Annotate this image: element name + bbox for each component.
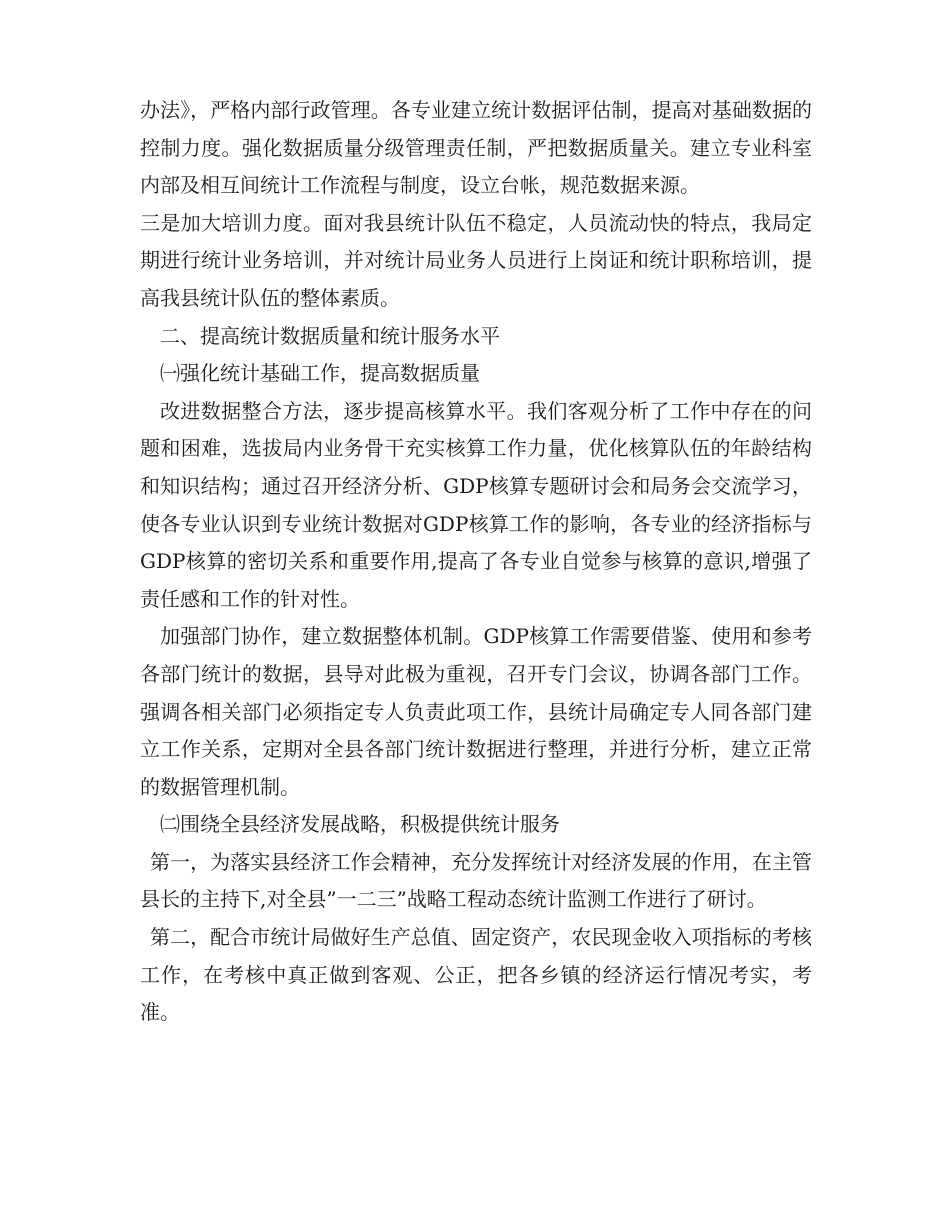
paragraph-department-cooperation: 加强部门协作，建立数据整体机制。GDP核算工作需要借鉴、使用和参考各部门统计的数据，县导对此极为重视，召开专门会议，协调各部门工作。强调各相关部门必须指定专人负责此项工作，县统计局确定专人同各部门建立工作关系，定期对全县各部门统计数据进行整理，并进行分析，建立正常的数据管理机制。: [140, 624, 812, 799]
paragraph-2: 三是加大培训力度。面对我县统计队伍不稳定，人员流动快的特点，我局定期进行统计业务培训，并对统计局业务人员进行上岗证和统计职称培训，提高我县统计队伍的整体素质。: [140, 210, 812, 310]
paragraph-second: 第二，配合市统计局做好生产总值、固定资产，农民现金收入项指标的考核工作，在考核中真正做到客观、公正，把各乡镇的经济运行情况考实，考准。: [140, 925, 812, 1025]
paragraph-data-integration: 改进数据整合方法，逐步提高核算水平。我们客观分析了工作中存在的问题和困难，选拔局内业务骨干充实核算工作力量，优化核算队伍的年龄结构和知识结构；通过召开经济分析、GDP核算专题研讨会和局务会交流学习，使各专业认识到专业统计数据对GDP核算工作的影响，各专业的经济指标与GDP核算的密切关系和重要作用,提高了各专业自觉参与核算的意识,增强了责任感和工作的针对性。: [140, 398, 812, 611]
document-body: [140, 92, 812, 1032]
paragraph-1: 办法》，严格内部行政管理。各专业建立统计数据评估制，提高对基础数据的控制力度。强化数据质量分级管理责任制，严把数据质量关。建立专业科室内部及相互间统计工作流程与制度，设立台帐，规范数据来源。: [140, 98, 812, 198]
section-heading-2: 二、提高统计数据质量和统计服务水平: [160, 323, 500, 348]
subsection-heading-2: ㈡围绕全县经济发展战略，积极提供统计服务: [160, 812, 560, 837]
subsection-heading-1: ㈠强化统计基础工作，提高数据质量: [160, 361, 480, 386]
paragraph-first: 第一，为落实县经济工作会精神，充分发挥统计对经济发展的作用，在主管县长的主持下,对全县”一二三”战略工程动态统计监测工作进行了研讨。: [140, 849, 812, 912]
